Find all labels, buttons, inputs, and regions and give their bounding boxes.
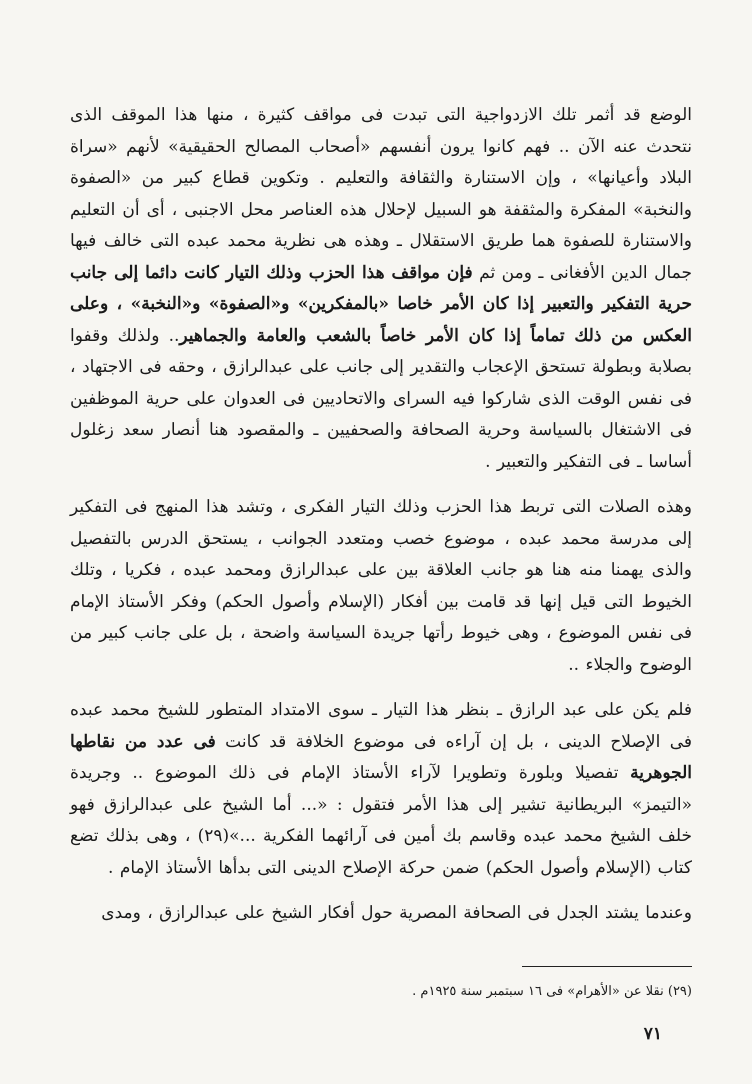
text-segment: تفصيلا وبلورة وتطويرا لآراء الأستاذ الإمام فى ذلك الموضوع .. وجريدة «التيمز» البريطانية تشير إلى هذا الأمر فتقول : «... أما الشيخ على عبدالرازق فهو خلف الشيخ محمد عبده وقاسم بك أمين فى آرائهما الفكرية ...»(٢٩) ، وهى بذلك تضع كتاب (الإسلام وأصول الحكم) ضمن حركة الإصلاح الدينى التى بدأها الأستاذ الإمام . [70,763,692,878]
page-number: ٧١ [643,1024,662,1044]
footnote-divider [522,966,692,967]
paragraph [70,100,692,478]
text-segment: فلم يكن على عبد الرازق ـ بنظر هذا التيار ـ سوى الامتداد المتطور للشيخ محمد عبده فى الإصلاح الدينى ، بل إن آراءه فى موضوع الخلافة قد كانت [70,700,692,752]
bold-text-segment: فإن مواقف هذا الحزب وذلك التيار كانت دائما إلى جانب حرية التفكير والتعبير إذا كان الأمر خاصا «بالمفكرين» و«الصفوة» و«النخبة» ، وعلى العكس من ذلك تماماً إذا كان الأمر خاصاً بالشعب والعامة والجماهير [70,262,692,346]
text-segment: وهذه الصلات التى تربط هذا الحزب وذلك التيار الفكرى ، وتشد هذا المنهج فى التفكير إلى مدرسة محمد عبده ، موضوع خصب ومتعدد الجوانب ، يستحق الدرس بالتفصيل والذى يهمنا منه هنا هو جانب العلاقة بين على عبدالرازق ومحمد عبده ، فكريا ، وتلك الخيوط التى قيل إنها قد قامت بين أفكار (الإسلام وأصول الحكم) وفكر الأستاذ الإمام فى نفس الموضوع ، وهى خيوط رأتها جريدة السياسة واضحة ، بل على جانب كبير من الوضوح والجلاء .. [70,497,692,675]
bold-text-segment: فى عدد من نقاطها الجوهرية [70,731,692,783]
paragraph [70,492,692,681]
text-segment: .. ولذلك وقفوا بصلابة وبطولة تستحق الإعجاب والتقدير إلى جانب على عبدالرازق ، وحقه فى الاجتهاد ، فى نفس الوقت الذى شاركوا فيه السراى والاتحاديين فى العدوان على حرية الموظفين فى الاشتغال بالسياسة وحرية الصحافة والصحفيين ـ والمقصود هنا أنصار سعد زغلول أساسا ـ فى التفكير والتعبير . [70,325,692,472]
paragraph [70,695,692,884]
text-segment: الوضع قد أثمر تلك الازدواجية التى تبدت فى مواقف كثيرة ، منها هذا الموقف الذى نتحدث عنه الآن .. فهم كانوا يرون أنفسهم «أصحاب المصالح الحقيقية» لأنهم «سراة البلاد وأعيانها» ، وإن الاستنارة والثقافة والتعليم . وتكوين قطاع كبير من «الصفوة والنخبة» المفكرة والمثقفة هو السبيل لإحلال هذه العناصر محل الاجنبى ، أى أن التعليم والاستنارة للصفوة هما طريق الاستقلال ـ وهذه هى نظرية محمد عبده التى خالف فيها جمال الدين الأفغانى ـ ومن ثم [70,105,692,283]
footnote: (٢٩) نقلا عن «الأهرام» فى ١٦ سبتمبر سنة ١٩٢٥م . [412,984,692,999]
paragraph [70,898,692,930]
book-page [70,100,692,1060]
text-segment: وعندما يشتد الجدل فى الصحافة المصرية حول أفكار الشيخ على عبدالرازق ، ومدى [101,903,692,923]
